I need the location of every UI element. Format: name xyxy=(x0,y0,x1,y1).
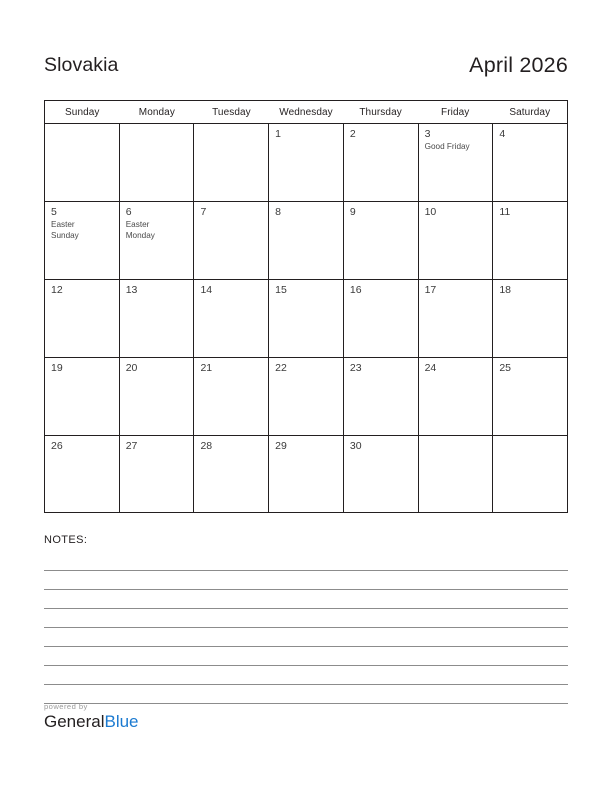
calendar-week-row xyxy=(44,279,568,357)
generalblue-logo xyxy=(44,713,139,731)
calendar-day-cell-26[interactable] xyxy=(45,436,120,512)
calendar-day-cell-19[interactable] xyxy=(45,358,120,435)
day-number: 18 xyxy=(499,284,511,296)
day-number: 8 xyxy=(275,206,281,218)
day-number: 30 xyxy=(349,440,362,452)
weekday-header-row xyxy=(44,100,568,123)
day-number: 13 xyxy=(125,284,138,296)
calendar-day-cell-12[interactable] xyxy=(45,280,120,357)
day-number: 6 xyxy=(125,206,132,218)
calendar-grid xyxy=(44,100,568,513)
weekday-header-monday: Monday xyxy=(138,106,175,118)
calendar-day-cell-empty[interactable] xyxy=(419,436,494,512)
calendar-week-row xyxy=(44,435,568,513)
weekday-header-sunday: Sunday xyxy=(65,106,100,118)
notes-line[interactable] xyxy=(44,628,568,647)
day-number: 23 xyxy=(349,362,362,374)
calendar-week-row xyxy=(44,123,568,201)
calendar-day-cell-14[interactable] xyxy=(194,280,269,357)
calendar-day-cell-13[interactable] xyxy=(120,280,195,357)
calendar-day-cell-20[interactable] xyxy=(120,358,195,435)
calendar-day-cell-17[interactable] xyxy=(419,280,494,357)
calendar-day-cell-15[interactable] xyxy=(269,280,344,357)
day-number: 11 xyxy=(499,206,511,218)
day-number: 26 xyxy=(51,440,63,452)
weekday-header-friday: Friday xyxy=(440,106,470,118)
day-event-label: Easter Sunday xyxy=(51,220,79,241)
calendar-day-cell-23[interactable] xyxy=(344,358,419,435)
day-number: 16 xyxy=(349,284,362,296)
calendar-day-cell-25[interactable] xyxy=(493,358,568,435)
notes-line[interactable] xyxy=(44,685,568,704)
month-year-title: April 2026 xyxy=(469,53,568,78)
calendar-day-cell-22[interactable] xyxy=(269,358,344,435)
calendar-day-cell-9[interactable] xyxy=(344,202,419,279)
day-event-label: Good Friday xyxy=(424,142,470,152)
day-event-label: Easter Monday xyxy=(125,220,155,241)
day-number: 21 xyxy=(200,362,213,374)
day-number: 25 xyxy=(499,362,511,374)
powered-by-label: powered by xyxy=(44,702,88,711)
calendar-day-cell-4[interactable] xyxy=(493,124,568,201)
calendar-day-cell-30[interactable] xyxy=(344,436,419,512)
calendar-day-cell-empty[interactable] xyxy=(493,436,568,512)
notes-lines xyxy=(44,552,568,704)
calendar-week-row xyxy=(44,201,568,279)
notes-line[interactable] xyxy=(44,666,568,685)
notes-line[interactable] xyxy=(44,609,568,628)
calendar-day-cell-10[interactable] xyxy=(419,202,494,279)
day-number: 1 xyxy=(275,128,281,140)
day-number: 28 xyxy=(200,440,213,452)
calendar-day-cell-29[interactable] xyxy=(269,436,344,512)
notes-line[interactable] xyxy=(44,590,568,609)
calendar-day-cell-24[interactable] xyxy=(419,358,494,435)
weekday-header-wednesday: Wednesday xyxy=(279,106,333,118)
day-number: 3 xyxy=(424,128,431,140)
calendar-day-cell-27[interactable] xyxy=(120,436,195,512)
notes-line[interactable] xyxy=(44,571,568,590)
weekday-header-saturday: Saturday xyxy=(509,106,551,118)
day-number: 19 xyxy=(51,362,63,374)
calendar-day-cell-empty[interactable] xyxy=(194,124,269,201)
day-number: 7 xyxy=(200,206,207,218)
calendar-day-cell-5[interactable] xyxy=(45,202,120,279)
calendar-day-cell-18[interactable] xyxy=(493,280,568,357)
calendar-day-cell-16[interactable] xyxy=(344,280,419,357)
day-number: 12 xyxy=(51,284,63,296)
calendar-day-cell-6[interactable] xyxy=(120,202,195,279)
calendar-weeks xyxy=(44,123,568,513)
country-title: Slovakia xyxy=(44,54,119,77)
calendar-day-cell-3[interactable] xyxy=(419,124,494,201)
day-number: 29 xyxy=(275,440,287,452)
weekday-header-thursday: Thursday xyxy=(359,106,402,118)
day-number: 4 xyxy=(499,128,506,140)
calendar-day-cell-2[interactable] xyxy=(344,124,419,201)
day-number: 22 xyxy=(275,362,287,374)
calendar-day-cell-1[interactable] xyxy=(269,124,344,201)
calendar-day-cell-7[interactable] xyxy=(194,202,269,279)
notes-line[interactable] xyxy=(44,552,568,571)
brand-name-general: General xyxy=(44,712,105,732)
day-number: 15 xyxy=(275,284,287,296)
day-number: 2 xyxy=(349,128,356,140)
footer-branding xyxy=(44,703,139,731)
day-number: 10 xyxy=(424,206,437,218)
day-number: 14 xyxy=(200,284,213,296)
calendar-day-cell-11[interactable] xyxy=(493,202,568,279)
weekday-header-tuesday: Tuesday xyxy=(212,106,251,118)
brand-name-blue: Blue xyxy=(104,712,139,732)
day-number: 27 xyxy=(125,440,138,452)
calendar-day-cell-empty[interactable] xyxy=(120,124,195,201)
calendar-day-cell-empty[interactable] xyxy=(45,124,120,201)
page-header xyxy=(44,48,568,84)
day-number: 17 xyxy=(424,284,437,296)
calendar-day-cell-8[interactable] xyxy=(269,202,344,279)
calendar-day-cell-28[interactable] xyxy=(194,436,269,512)
day-number: 24 xyxy=(424,362,437,374)
notes-section xyxy=(44,535,568,704)
day-number: 20 xyxy=(125,362,138,374)
calendar-week-row xyxy=(44,357,568,435)
notes-line[interactable] xyxy=(44,647,568,666)
notes-label: NOTES: xyxy=(44,534,88,546)
day-number: 9 xyxy=(349,206,356,218)
calendar-day-cell-21[interactable] xyxy=(194,358,269,435)
day-number: 5 xyxy=(51,206,57,218)
